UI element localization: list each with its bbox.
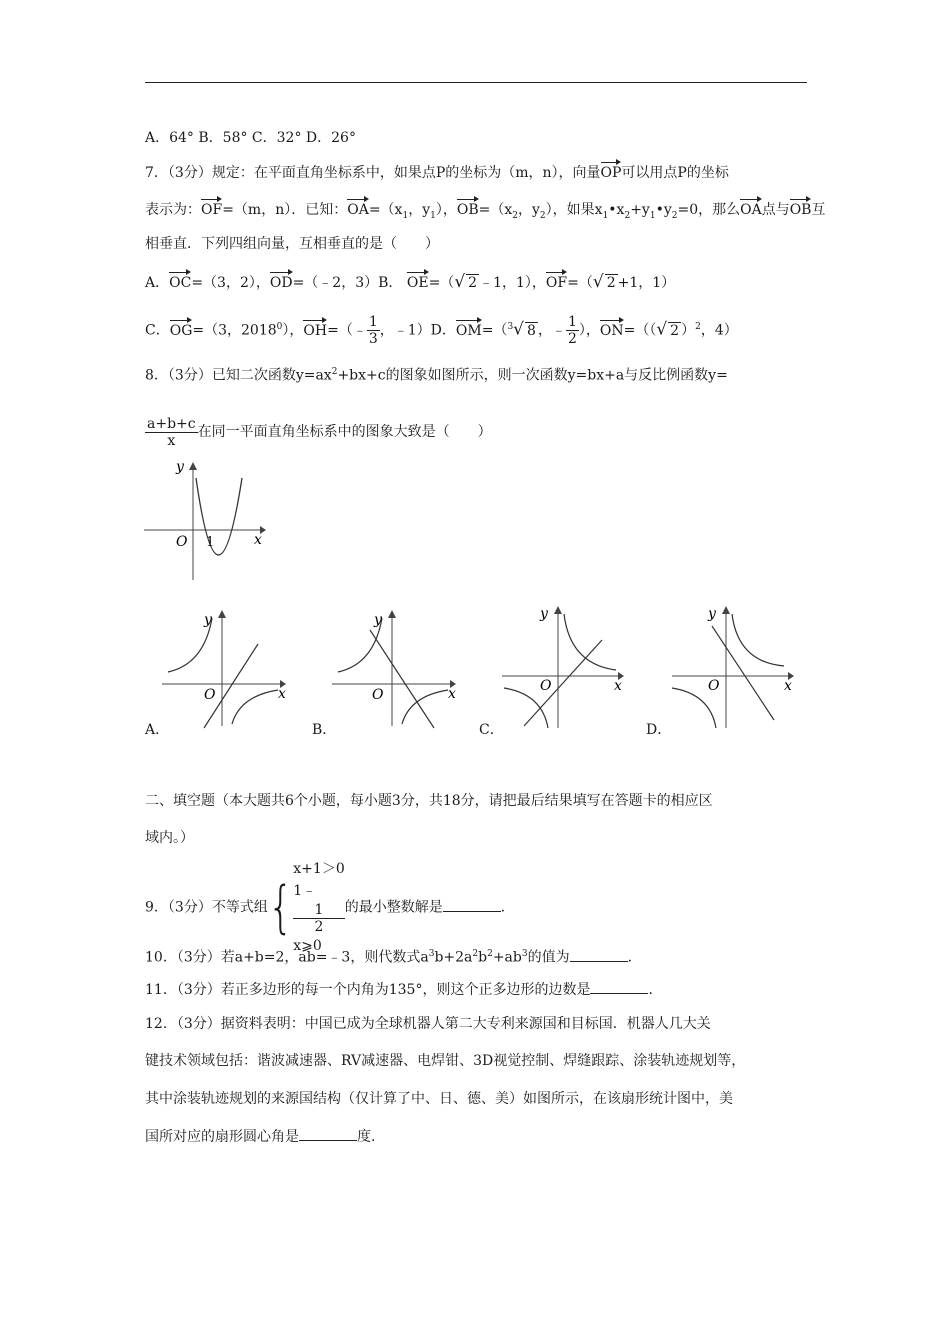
y-axis-label: y [540,606,548,622]
option-c-label: C． [479,722,504,738]
option-b-label: B． [312,722,337,738]
origin-label: O [372,687,384,703]
x-axis-label: x [254,532,262,548]
y-axis-arrow [722,606,730,614]
hyperbola-branch-lower [232,690,278,724]
q11-text: 11．（3分）若正多边形的每一个内角为135°，则这个正多边形的边数是 [145,982,591,998]
q7-text: 可以用点P的坐标 [621,165,729,181]
answer-blank[interactable] [570,947,628,962]
x-axis-label: x [448,686,456,702]
superscript: 2 [695,322,701,332]
q12-line4 [145,1126,385,1147]
q7-text: =（﹣ [327,322,367,339]
q7-text: ）， [282,322,304,339]
y-axis-label: y [708,606,716,622]
subscript: 1 [602,210,609,221]
q7-options-ab [145,270,675,293]
q7-text: •y [655,202,672,218]
q9-text: x⩾0 [293,938,322,954]
option-b-graph [330,604,465,729]
q10-text: ． [627,949,642,966]
q7-text: =（x [368,202,403,218]
option-label: A． [145,275,170,291]
y-axis-label: y [176,460,184,475]
linear-function-line [370,630,434,728]
q7-text: =0，那么 [677,202,741,218]
q7-text: =（3，2）， [191,275,270,291]
vector-og: OG [170,318,193,338]
subscript: 1 [430,210,436,221]
q7-text: =（m，n）．已知： [222,202,348,218]
vector-of: OF [201,197,222,217]
fraction-denominator: 2 [567,331,577,348]
q7-text: ，4） [700,322,738,339]
q7-text: ，﹣1）D． [379,322,456,339]
q12-line2: 键技术领域包括：谐波减速器、RV减速器、电焊钳、3D视觉控制、焊缝跟踪、涂装轨迹规划等， [145,1053,746,1069]
hyperbola-branch-lower [504,688,548,728]
superscript: 2 [331,367,338,377]
sqrt-symbol: √ [656,319,668,340]
fraction [293,902,344,935]
sqrt-symbol: √ [513,319,525,340]
superscript: 0 [276,322,283,332]
sqrt-symbol: √ [454,272,466,292]
q7-text: =（（ [623,322,657,339]
q9-text: 9．（3分）不等式组 [145,899,268,916]
fraction-denominator: 3 [368,331,378,348]
y-axis-label: y [204,612,212,628]
linear-function-line [712,626,774,720]
q7-text: ，﹣ [537,322,566,339]
vector-on: ON [600,318,624,338]
q7-text: ，y [518,202,540,218]
vector-oa: OA [347,197,369,217]
q7-text: 7．（3分）规定：在平面直角坐标系中，如果点P的坐标为（m，n），向量 [145,165,601,181]
superscript: 2 [472,949,479,959]
option-d-label: D． [646,722,672,738]
subscript: 2 [539,210,546,221]
hyperbola-branch-upper [732,614,784,666]
q9-text: 的最小整数解是 [344,899,443,916]
radicand: 8 [527,322,536,339]
origin-label: O [204,687,216,703]
q10-text: b [478,949,488,966]
vector-ob: OB [790,197,812,217]
fraction [145,416,198,449]
inequality-system [293,858,344,957]
x-axis-label: x [784,678,792,694]
q10-text: +ab [492,949,522,966]
q11-text: ． [648,982,663,998]
q8-text: 在同一平面直角坐标系中的图象大致是（ ） [197,424,492,440]
superscript: 3 [507,322,514,332]
vector-od: OD [270,270,293,290]
q7-text: 点与 [761,202,790,218]
subscript: 2 [624,210,631,221]
y-axis-arrow [218,610,226,618]
q7-text: ）， [578,322,600,339]
option-label: C． [145,322,170,339]
tick-label-one: 1 [206,535,215,550]
inequality-1: x+1＞0 [293,861,345,877]
q7-options-cd [145,310,738,348]
y-axis-label: y [374,612,382,628]
superscript: 3 [428,949,435,959]
q10-text: b+2a [434,949,473,966]
q7-text: ，y [408,202,431,218]
fraction-denominator: 2 [314,919,324,935]
vector-op: OP [601,160,622,180]
hyperbola-branch-upper [564,614,616,670]
radicand: 2 [468,275,478,291]
q7-text: =（3，2018 [192,322,277,339]
hyperbola-branch-lower [402,690,448,724]
option-d-graph [668,600,803,730]
q10 [145,944,642,968]
q10-text: 10．（3分）若a+b=2，ab=﹣3，则代数式a [145,949,429,966]
q7-text: =（x [478,202,513,218]
parabola-graph [140,460,270,585]
vector-oc: OC [169,270,191,290]
q7-text: =（ [428,275,455,291]
vector-oe: OE [407,270,429,290]
subscript: 2 [671,210,678,221]
subscript: 1 [402,210,409,221]
q9-text: ． [500,899,515,916]
q12-text: 度． [357,1129,385,1145]
subscript: 2 [512,210,518,221]
q8-line1 [145,362,728,386]
q7-text: +1，1） [617,275,676,291]
option-c-graph [498,600,633,730]
section2-heading-cont: 域内。） [145,830,194,846]
q12-text: 国所对应的扇形圆心角是 [145,1129,299,1145]
q7-text: ﹣1，1）， [479,275,546,291]
linear-function-line [524,640,602,726]
answer-blank[interactable] [443,897,501,912]
q12-line3: 其中涂装轨迹规划的来源国结构（仅计算了中、日、德、美）如图所示，在该扇形统计图中，美 [145,1091,733,1107]
q10-text: 的值为 [527,949,570,966]
superscript: 2 [487,949,493,959]
vector-of: OF [546,270,567,290]
origin-label: O [540,678,552,694]
radicand: 2 [606,275,616,291]
q7-text: =（ [481,322,508,339]
q7-text: =（ [567,275,593,291]
q9-text: 1﹣ [293,883,317,899]
q7-line1 [145,160,729,183]
x-axis-label: x [614,678,622,694]
q7-text: ）， [435,202,457,218]
y-axis-arrow [554,606,562,614]
q9 [145,858,515,957]
fraction [566,314,579,347]
vector-oa: OA [740,197,762,217]
section2-heading: 二、填空题（本大题共6个小题，每小题3分，共18分，请把最后结果填写在答题卡的相应区 [145,793,713,809]
y-axis-arrow [388,610,396,618]
q7-text: 表示为： [145,202,201,218]
subscript: 1 [649,210,656,221]
q7-text: ），如果x [545,202,603,218]
q7-text: •x [608,202,625,218]
origin-label: O [708,678,720,694]
sqrt-symbol: √ [592,272,604,292]
fraction-numerator: a+b+c [147,415,196,432]
option-a-graph [160,604,295,729]
origin-label: O [176,534,188,550]
vector-oh: OH [303,318,327,338]
superscript: 3 [521,949,528,959]
radicand: 2 [670,322,680,339]
option-a-label: A． [145,722,170,738]
fraction-numerator: 1 [567,314,577,331]
q12-line1: 12．（3分）据资料表明：中国已成为全球机器人第二大专利来源国和目标国．机器人几大关 [145,1016,711,1032]
vector-ob: OB [457,197,479,217]
answer-blank[interactable] [299,1126,357,1141]
q6-options: A．64° B．58° C．32° D．26° [145,130,356,146]
system-brace: { [267,875,294,940]
x-axis-label: x [278,686,286,702]
y-axis-arrow [189,462,197,470]
fraction [367,314,380,347]
fraction-numerator: 1 [368,314,378,331]
parabola-curve [196,478,242,555]
vector-om: OM [456,318,482,338]
q8-text: 8．（3分）已知二次函数y=ax [145,367,332,384]
header-rule [145,82,807,83]
q7-text: 互 [811,202,826,218]
q11 [145,979,662,1000]
q7-line3: 相垂直．下列四组向量，互相垂直的是（ ） [145,236,439,252]
fraction-denominator: x [167,432,176,449]
q7-text: +y [630,202,650,218]
linear-function-line [204,644,258,728]
fraction-numerator: 1 [293,902,344,919]
q8-line2 [145,412,492,452]
q7-text: =（﹣2，3）B． [292,275,403,291]
hyperbola-branch-lower [672,688,716,728]
q8-text: +bx+c的图象如图所示，则一次函数y=bx+a与反比例函数y= [337,367,728,384]
answer-blank[interactable] [590,979,648,994]
q7-text: ） [681,322,696,339]
q7-line2 [145,197,825,226]
